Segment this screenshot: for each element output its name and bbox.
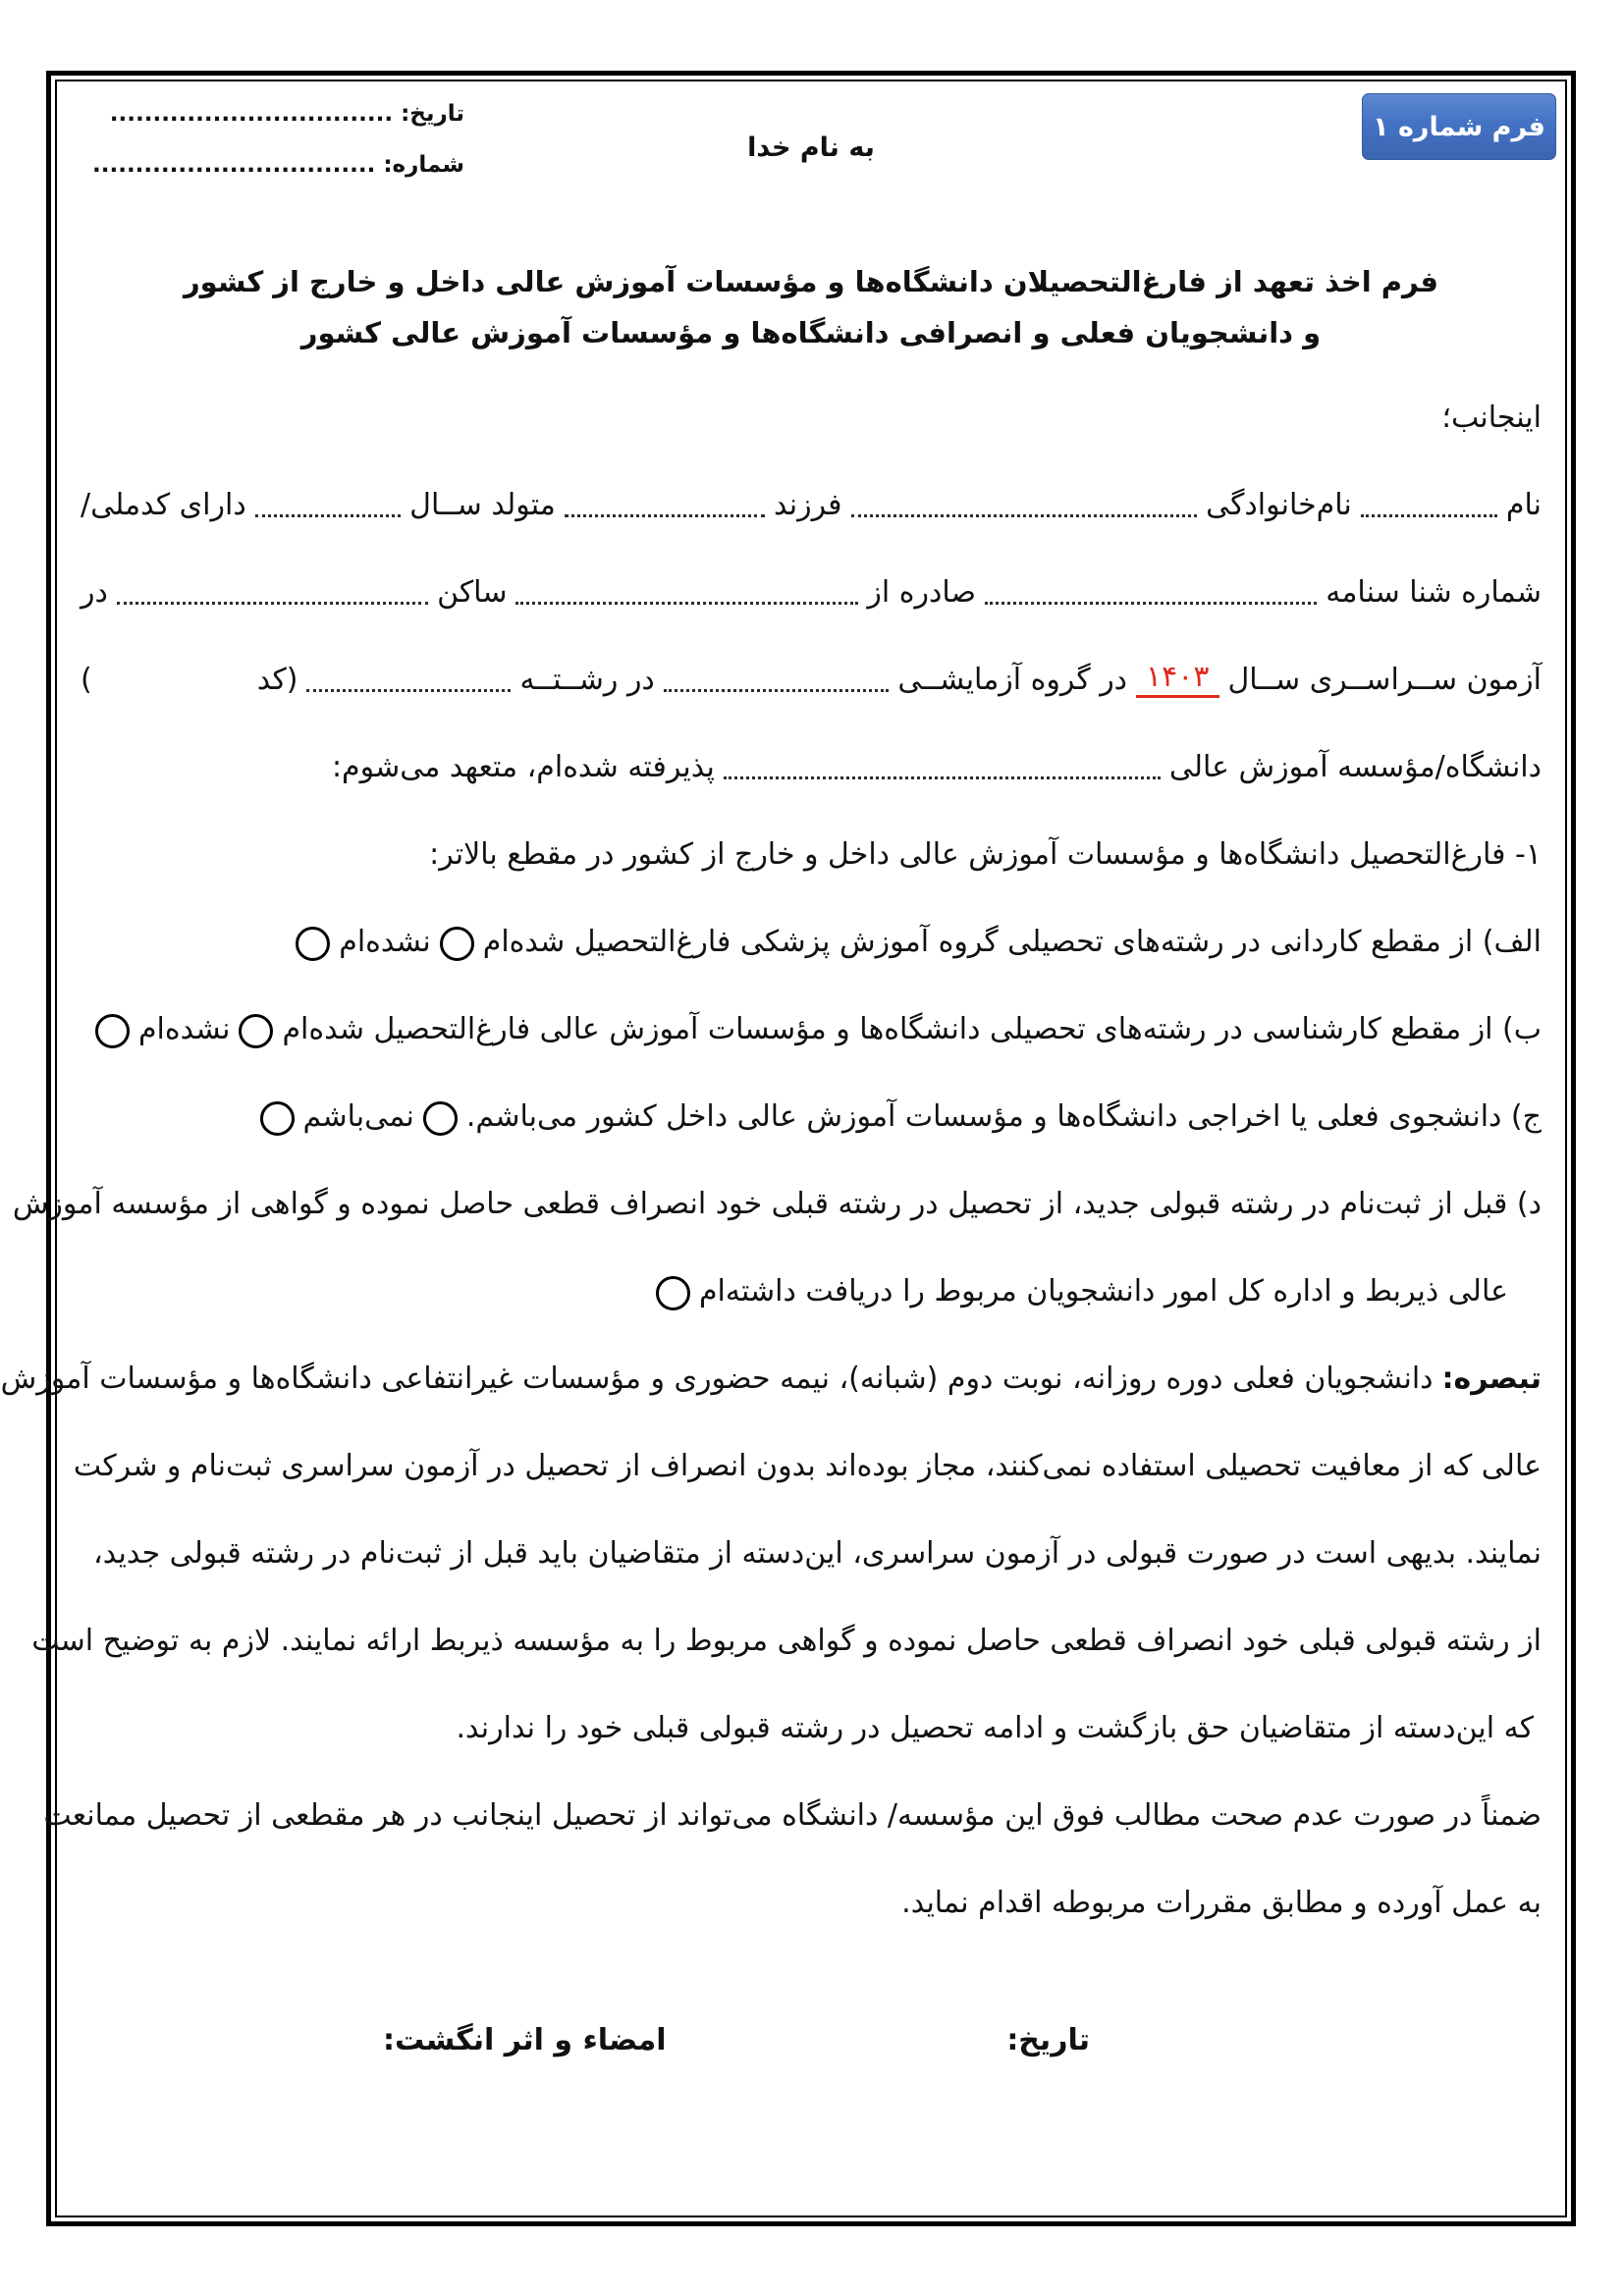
line-option-b-text: ب) از مقطع کارشناسی در رشته‌های تحصیلی دانشگاه‌ها و مؤسسات آموزش عالی فارغ‌التحصیل شده‌ام bbox=[282, 1012, 1542, 1046]
option-circle[interactable] bbox=[260, 1101, 295, 1136]
line-exam-row-text: (کد bbox=[256, 663, 298, 697]
line-option-b bbox=[81, 986, 1542, 1073]
option-circle[interactable] bbox=[440, 927, 474, 961]
signature-footer bbox=[383, 2023, 1090, 2057]
line-option-c-text: ج) دانشجوی فعلی یا اخراجی دانشگاه‌ها و مؤسسات آموزش عالی داخل کشور می‌باشم. bbox=[465, 1099, 1542, 1134]
dotted-blank-field[interactable] bbox=[306, 687, 511, 692]
line-note-text: دانشجویان فعلی دوره روزانه، نوبت دوم (شبانه)، نیمه حضوری و مؤسسات غیرانتفاعی دانشگاه‌ها و مؤسسات آموزش bbox=[0, 1362, 1434, 1396]
header-number-field[interactable]: شماره: ................................. bbox=[92, 152, 465, 178]
line-option-a-text: نشده‌ام bbox=[339, 925, 431, 959]
line-university-row-text: پذیرفته شده‌ام، متعهد می‌شوم: bbox=[331, 750, 715, 784]
line-university-row bbox=[81, 723, 1542, 811]
form-title-line2: و دانشجویان فعلی و انصرافی دانشگاه‌ها و مؤسسات آموزش عالی کشور bbox=[300, 316, 1322, 349]
line-id-row-text: صادره از bbox=[867, 575, 976, 610]
dotted-blank-field[interactable] bbox=[724, 774, 1161, 779]
line-option-d-cont-text: عالی ذیربط و اداره کل امور دانشجویان مربوط را دریافت داشته‌ام bbox=[698, 1274, 1508, 1308]
line-note bbox=[0, 1335, 1542, 1422]
exam-year-highlight: ۱۴۰۳ bbox=[1136, 663, 1218, 698]
line-exam-row-text: آزمون ســراســری ســال bbox=[1227, 663, 1542, 697]
line-applicant-text: اینجانب؛ bbox=[1441, 400, 1542, 435]
option-circle[interactable] bbox=[656, 1276, 690, 1310]
line-closing bbox=[43, 1772, 1542, 1859]
line-option-d-text: د) قبل از ثبت‌نام در رشته قبولی جدید، از تحصیل در رشته قبلی خود انصراف قطعی حاصل نموده و گواهی از مؤسسه آموزش bbox=[12, 1187, 1542, 1221]
option-circle[interactable] bbox=[239, 1014, 273, 1048]
line-note-text: تبصره: bbox=[1441, 1362, 1542, 1396]
form-body bbox=[0, 374, 1542, 1947]
dotted-blank-field[interactable] bbox=[515, 600, 858, 605]
line-option-d bbox=[12, 1160, 1542, 1248]
line-clause-1 bbox=[81, 811, 1542, 898]
line-note-3-text: نمایند. بدیهی است در صورت قبولی در آزمون سراسری، این‌دسته از متقاضیان باید قبل از ثبت‌نام در رشته قبولی جدید، bbox=[93, 1536, 1542, 1571]
line-exam-row bbox=[81, 636, 1542, 723]
dotted-blank-field[interactable] bbox=[255, 512, 401, 517]
line-exam-row-text: در گروه آزمایشــی bbox=[897, 663, 1128, 697]
line-id-row-text: شماره شنا سنامه bbox=[1326, 575, 1542, 610]
bismillah-text: به نام خدا bbox=[747, 133, 875, 163]
line-name-row-text: دارای کدملی/ bbox=[81, 488, 246, 522]
line-clause-1-text: ۱- فارغ‌التحصیل دانشگاه‌ها و مؤسسات آموزش عالی داخل و خارج از کشور در مقطع بالاتر: bbox=[429, 837, 1542, 872]
page-content-area bbox=[0, 80, 1567, 2217]
dotted-blank-field[interactable] bbox=[851, 512, 1198, 517]
option-circle[interactable] bbox=[296, 927, 330, 961]
line-university-row-text: دانشگاه/مؤسسه آموزش عالی bbox=[1168, 750, 1542, 784]
line-option-a bbox=[81, 898, 1542, 986]
line-note-5-text: که این‌دسته از متقاضیان حق بازگشت و ادامه تحصیل در رشته قبولی قبلی خود را ندارند. bbox=[456, 1711, 1534, 1745]
line-name-row-text: نام‌خانوادگی bbox=[1206, 488, 1352, 522]
dotted-blank-field[interactable] bbox=[565, 512, 765, 517]
line-closing-2 bbox=[81, 1859, 1542, 1947]
line-option-a-text: الف) از مقطع کاردانی در رشته‌های تحصیلی گروه آموزش پزشکی فارغ‌التحصیل شده‌ام bbox=[482, 925, 1542, 959]
line-option-d-cont bbox=[81, 1248, 1542, 1335]
line-option-b-text: نشده‌ام bbox=[137, 1012, 231, 1046]
footer-date-label[interactable]: تاریخ: bbox=[1006, 2023, 1090, 2057]
line-option-c bbox=[81, 1073, 1542, 1160]
form-title-line1: فرم اخذ تعهد از فارغ‌التحصیلان دانشگاه‌ها و مؤسسات آموزش عالی داخل و خارج از کشور bbox=[183, 265, 1439, 298]
page-border-frame bbox=[0, 71, 1576, 2226]
line-note-4-text: از رشته قبولی قبلی خود انصراف قطعی حاصل نموده و گواهی مربوط را به مؤسسه ذیربط ارائه نمایند. لازم به توضیح است bbox=[31, 1624, 1542, 1658]
line-name-row bbox=[81, 461, 1542, 549]
header-date-field[interactable]: تاریخ: ................................. bbox=[109, 101, 465, 127]
line-id-row-text: ساکن bbox=[437, 575, 508, 610]
option-circle[interactable] bbox=[95, 1014, 130, 1048]
line-closing-text: ضمناً در صورت عدم صحت مطالب فوق این مؤسسه/ دانشگاه می‌تواند از تحصیل اینجانب در هر مقطعی از تحصیل ممانعت bbox=[43, 1798, 1542, 1833]
line-option-c-text: نمی‌باشم bbox=[302, 1099, 414, 1134]
dotted-blank-field[interactable] bbox=[1361, 512, 1497, 517]
line-applicant bbox=[81, 374, 1542, 461]
dotted-blank-field[interactable] bbox=[117, 600, 428, 605]
line-note-5 bbox=[81, 1684, 1542, 1772]
form-number-badge-label: فرم شماره ۱ bbox=[1373, 111, 1545, 142]
line-exam-row-text: در رشــتــه bbox=[519, 663, 655, 697]
footer-signature-label[interactable]: امضاء و اثر انگشت: bbox=[383, 2023, 667, 2057]
line-note-3 bbox=[81, 1510, 1542, 1597]
line-note-2 bbox=[73, 1422, 1542, 1510]
line-closing-2-text: به عمل آورده و مطابق مقررات مربوطه اقدام نماید. bbox=[901, 1886, 1542, 1920]
line-name-row-text: فرزند bbox=[774, 488, 842, 522]
dotted-blank-field[interactable] bbox=[664, 687, 890, 692]
line-note-2-text: عالی که از معافیت تحصیلی استفاده نمی‌کنند، مجاز بوده‌اند بدون انصراف از تحصیل در آزمون سراسری ثبت‌نام و شرکت bbox=[73, 1449, 1542, 1483]
line-name-row-text: نام bbox=[1505, 488, 1542, 522]
line-id-row bbox=[81, 549, 1542, 636]
option-circle[interactable] bbox=[423, 1101, 458, 1136]
line-name-row-text: متولد ســال bbox=[409, 488, 556, 522]
dotted-blank-field[interactable] bbox=[985, 600, 1317, 605]
form-title bbox=[57, 256, 1565, 358]
line-exam-row-text: ) bbox=[81, 663, 92, 697]
line-id-row-text: در bbox=[81, 575, 108, 610]
line-note-4 bbox=[31, 1597, 1542, 1684]
